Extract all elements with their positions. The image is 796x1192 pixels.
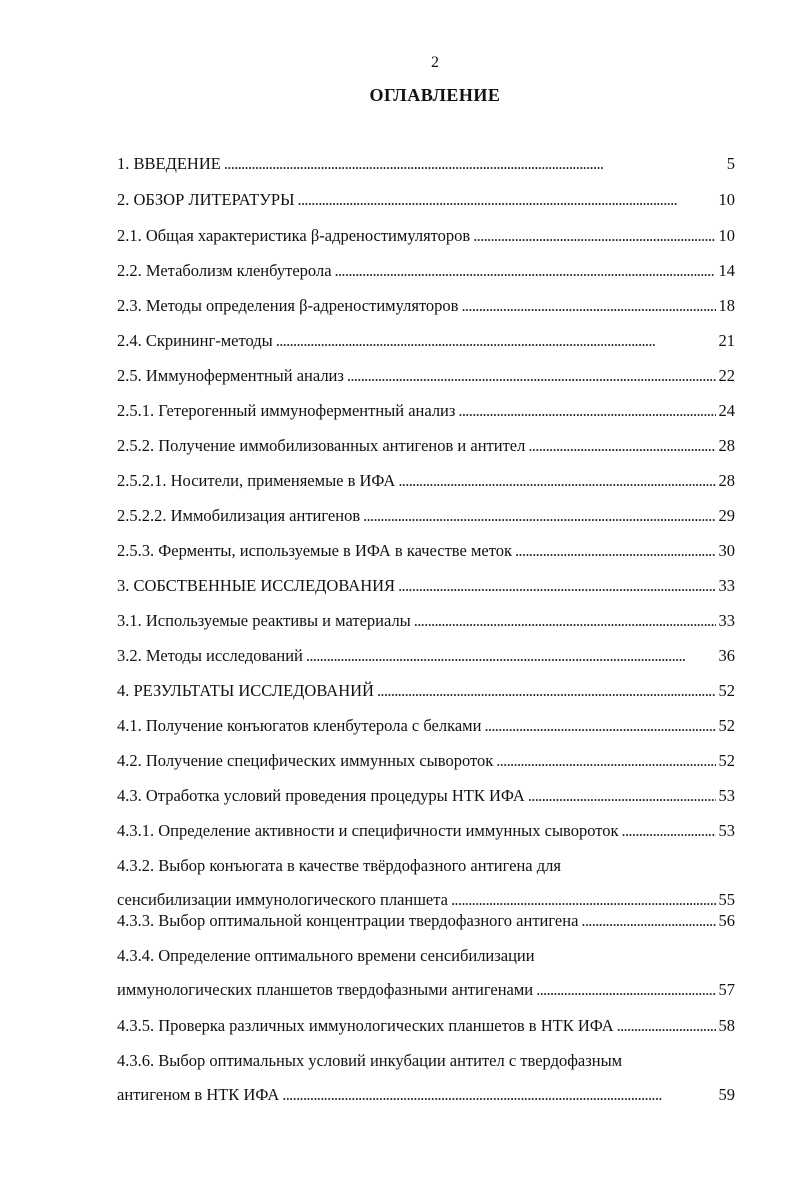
toc-entry-page: 14 bbox=[718, 261, 735, 280]
toc-entry-page: 33 bbox=[718, 611, 735, 630]
dot-leader bbox=[496, 751, 715, 771]
dot-leader bbox=[282, 1085, 715, 1105]
toc-entry-page: 36 bbox=[718, 646, 735, 665]
toc-entry bbox=[117, 1016, 735, 1036]
toc-entry bbox=[117, 226, 735, 246]
toc-entry bbox=[117, 436, 735, 456]
dot-leader bbox=[458, 401, 715, 421]
toc-entry bbox=[117, 401, 735, 421]
toc-entry-page: 10 bbox=[718, 226, 735, 245]
toc-entry bbox=[117, 751, 735, 771]
toc-entry-title: 4.2. Получение специфических иммунных сывороток bbox=[117, 751, 494, 770]
toc-entry-page: 58 bbox=[718, 1016, 735, 1035]
toc-entry bbox=[117, 856, 735, 910]
dot-leader bbox=[363, 506, 715, 526]
page-title: ОГЛАВЛЕНИЕ bbox=[369, 85, 501, 105]
toc-entry-title: 4.1. Получение конъюгатов кленбутерола с белками bbox=[117, 716, 482, 735]
toc-entry bbox=[117, 646, 735, 666]
toc-entry-title: 3.2. Методы исследований bbox=[117, 646, 303, 665]
toc-entry-title-continued: иммунологических планшетов твердофазными антигенами bbox=[117, 980, 534, 999]
toc-entry-page: 52 bbox=[718, 681, 735, 700]
toc-entry-page: 59 bbox=[718, 1085, 735, 1104]
toc-entry bbox=[117, 541, 735, 561]
toc-entry-title-continued: сенсибилизации иммунологического планшета bbox=[117, 890, 448, 909]
toc-entry bbox=[117, 821, 735, 841]
toc-entry bbox=[117, 506, 735, 526]
toc-entry-title: 2.5.2.2. Иммобилизация антигенов bbox=[117, 506, 361, 525]
toc-entry bbox=[117, 190, 735, 210]
toc-entry bbox=[117, 716, 735, 736]
dot-leader bbox=[515, 541, 716, 561]
toc-entry-title: 4.3.5. Проверка различных иммунологических планшетов в НТК ИФА bbox=[117, 1016, 614, 1035]
toc-entry bbox=[117, 786, 735, 806]
toc-entry-page: 55 bbox=[718, 890, 735, 909]
toc-entry-page: 53 bbox=[718, 821, 735, 840]
dot-leader bbox=[528, 436, 715, 456]
toc-entry bbox=[117, 471, 735, 491]
dot-leader bbox=[473, 226, 715, 246]
toc-entry-page: 5 bbox=[726, 154, 735, 173]
dot-leader bbox=[617, 1016, 716, 1036]
toc-entry-title: 2.5. Иммуноферментный анализ bbox=[117, 366, 344, 385]
toc-entry-page: 24 bbox=[718, 401, 735, 420]
toc-entry-page: 22 bbox=[718, 366, 735, 385]
toc-entry-title: 4.3.1. Определение активности и специфичности иммунных сывороток bbox=[117, 821, 619, 840]
toc-entry-page: 52 bbox=[718, 716, 735, 735]
toc-entry-title: 4.3.3. Выбор оптимальной концентрации твердофазного антигена bbox=[117, 911, 579, 930]
toc-entry-page: 53 bbox=[718, 786, 735, 805]
toc-entry bbox=[117, 946, 735, 1000]
toc-entry-title: 2.1. Общая характеристика β-адреностимуляторов bbox=[117, 226, 471, 245]
toc-entry-title: 4.3.2. Выбор конъюгата в качестве твёрдофазного антигена для bbox=[117, 856, 561, 875]
dot-leader bbox=[414, 611, 716, 631]
toc-entry-page: 57 bbox=[718, 980, 735, 999]
toc-entry bbox=[117, 296, 735, 316]
dot-leader bbox=[461, 296, 715, 316]
toc-entry-page: 52 bbox=[718, 751, 735, 770]
toc-entry bbox=[117, 366, 735, 386]
toc-entry-page: 30 bbox=[718, 541, 735, 560]
dot-leader bbox=[306, 646, 716, 666]
dot-leader bbox=[528, 786, 716, 806]
toc-entry-title: 2. ОБЗОР ЛИТЕРАТУРЫ bbox=[117, 190, 295, 209]
dot-leader bbox=[451, 890, 716, 910]
dot-leader bbox=[398, 471, 715, 491]
toc-entry-title: 3. СОБСТВЕННЫЕ ИССЛЕДОВАНИЯ bbox=[117, 576, 396, 595]
dot-leader bbox=[335, 261, 716, 281]
toc-entry-title: 4. РЕЗУЛЬТАТЫ ИССЛЕДОВАНИЙ bbox=[117, 681, 374, 700]
dot-leader bbox=[536, 980, 715, 1000]
toc-entry-title: 2.3. Методы определения β-адреностимуляторов bbox=[117, 296, 459, 315]
dot-leader bbox=[298, 190, 716, 210]
page-number: 2 bbox=[431, 54, 439, 71]
dot-leader bbox=[224, 154, 724, 174]
toc-entry-title: 2.5.2.1. Носители, применяемые в ИФА bbox=[117, 471, 396, 490]
toc-entry-title: 2.5.3. Ферменты, используемые в ИФА в качестве меток bbox=[117, 541, 512, 560]
toc-entry-title: 2.5.2. Получение иммобилизованных антигенов и антител bbox=[117, 436, 526, 455]
toc-entry bbox=[117, 1051, 735, 1105]
toc-entry-page: 33 bbox=[718, 576, 735, 595]
toc-entry-title: 2.4. Скрининг-методы bbox=[117, 331, 273, 350]
toc-entry-title-continued: антигеном в НТК ИФА bbox=[117, 1085, 280, 1104]
toc-entry-page: 21 bbox=[718, 331, 735, 350]
toc-entry-title: 4.3.4. Определение оптимального времени сенсибилизации bbox=[117, 946, 535, 965]
toc-entry bbox=[117, 261, 735, 281]
toc-entry bbox=[117, 154, 735, 174]
toc-entry-page: 56 bbox=[718, 911, 735, 930]
toc-entry-title: 2.2. Метаболизм кленбутерола bbox=[117, 261, 332, 280]
toc-entry-page: 28 bbox=[718, 436, 735, 455]
toc-entry-page: 28 bbox=[718, 471, 735, 490]
dot-leader bbox=[484, 716, 715, 736]
toc-entry-title: 4.3.6. Выбор оптимальных условий инкубации антител с твердофазным bbox=[117, 1051, 623, 1070]
toc-entry-page: 10 bbox=[718, 190, 735, 209]
toc-entry-title: 3.1. Используемые реактивы и материалы bbox=[117, 611, 411, 630]
toc-entry bbox=[117, 611, 735, 631]
dot-leader bbox=[581, 911, 715, 931]
toc-entry-title: 4.3. Отработка условий проведения процедуры НТК ИФА bbox=[117, 786, 525, 805]
toc-entry bbox=[117, 911, 735, 931]
dot-leader bbox=[347, 366, 716, 386]
toc-entry-title: 2.5.1. Гетерогенный иммуноферментный анализ bbox=[117, 401, 456, 420]
toc-entry-page: 18 bbox=[718, 296, 735, 315]
dot-leader bbox=[622, 821, 716, 841]
dot-leader bbox=[377, 681, 716, 701]
dot-leader bbox=[276, 331, 716, 351]
toc-entry bbox=[117, 576, 735, 596]
toc-entry-title: 1. ВВЕДЕНИЕ bbox=[117, 154, 221, 173]
toc-entry-page: 29 bbox=[718, 506, 735, 525]
toc-entry bbox=[117, 331, 735, 351]
dot-leader bbox=[398, 576, 715, 596]
toc-entry bbox=[117, 681, 735, 701]
